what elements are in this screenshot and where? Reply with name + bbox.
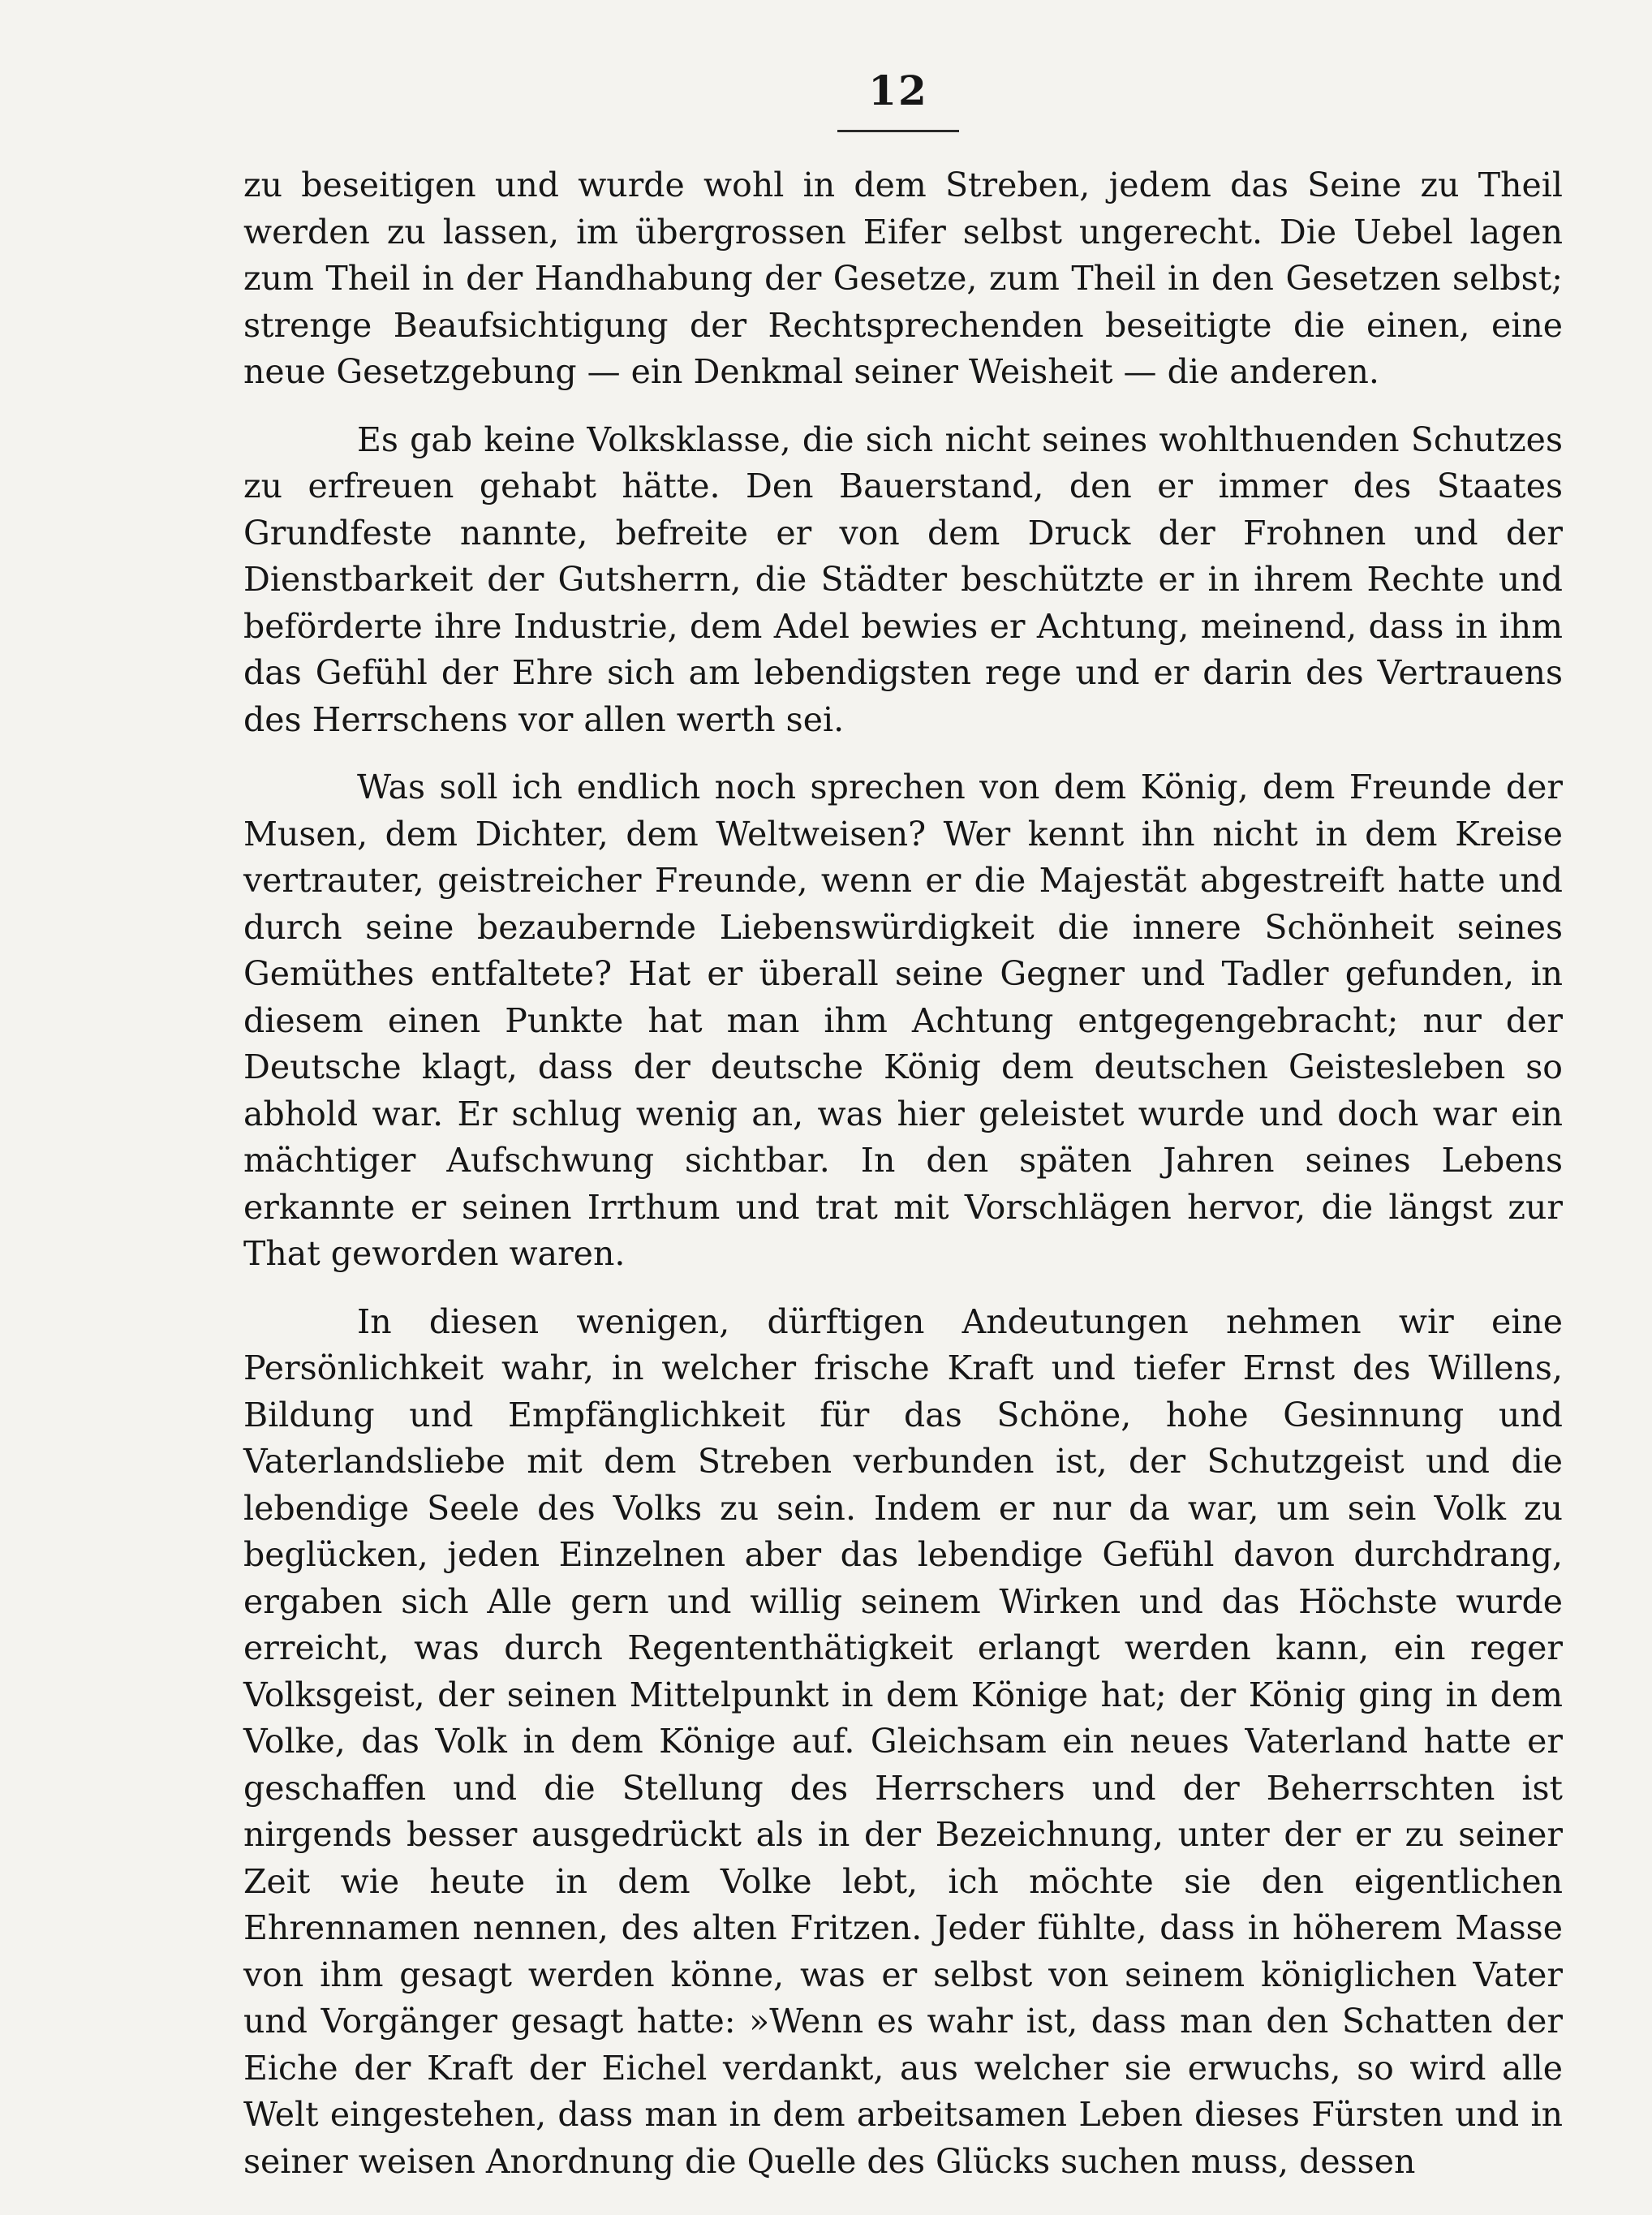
paragraph-4: In diesen wenigen, dürftigen Andeutungen nehmen wir eine Persönlichkeit wahr, in welcher frische Kraft und tiefer Ernst des Willens, Bildung und Empfänglichkeit für das Schöne, hohe Gesinnung und Vaterlandsliebe mit dem Streben verbunden ist, der Schutzgeist und die lebendige Seele des Volks zu sein. Indem er nur da war, um sein Volk zu beglücken, jeden Einzelnen aber das lebendige Gefühl davon durchdrang, ergaben sich Alle gern und willig seinem Wirken und das Höchste wurde erreicht, was durch Regententhätigkeit erlangt werden kann, ein reger Volksgeist, der seinen Mittelpunkt in dem Könige hat; der König ging in dem Volke, das Volk in dem Könige auf. Gleichsam ein neues Vaterland hatte er geschaffen und die Stellung des Herrschers und der Beherrschten ist nirgends besser ausgedrückt als in der Bezeichnung, unter der er zu seiner Zeit wie heute in dem Volke lebt, ich möchte sie den eigentlichen Ehrennamen nennen, des alten Fritzen. Jeder fühlte, dass in höherem Masse von ihm gesagt werden könne, was er selbst von seinem königlichen Vater und Vorgänger gesagt hatte: »Wenn es wahr ist, dass man den Schatten der Eiche der Kraft der Eichel verdankt, aus welcher sie erwuchs, so wird alle Welt eingestehen, dass man in dem arbeitsamen Leben dieses Fürsten und in seiner weisen Anordnung die Quelle des Glücks suchen muss, dessen <box>243 1301 1563 2181</box>
paragraph-2: Es gab keine Volksklasse, die sich nicht seines wohlthuenden Schutzes zu erfreuen gehabt hätte. Den Bauerstand, den er immer des Staates Grundfeste nannte, befreite er von dem Druck der Frohnen und der Dienstbarkeit der Gutsherrn, die Städter beschützte er in ihrem Rechte und beförderte ihre Industrie, dem Adel bewies er Achtung, meinend, dass in ihm das Gefühl der Ehre sich am lebendigsten rege und er darin des Vertrauens des Herrschens vor allen werth sei. <box>243 419 1563 739</box>
paragraph-3: Was soll ich endlich noch sprechen von dem König, dem Freunde der Musen, dem Dichter, dem Weltweisen? Wer kennt ihn nicht in dem Kreise vertrauter, geistreicher Freunde, wenn er die Majestät abgestreift hatte und durch seine bezaubernde Liebenswürdigkeit die innere Schönheit seines Gemüthes entfaltete? Hat er überall seine Gegner und Tadler gefunden, in diesem einen Punkte hat man ihm Achtung entgegengebracht; nur der Deutsche klagt, dass der deutsche König dem deutschen Geistesleben so abhold war. Er schlug wenig an, was hier geleistet wurde und doch war ein mächtiger Aufschwung sichtbar. In den späten Jahren seines Lebens erkannte er seinen Irrthum und trat mit Vorschlägen hervor, die längst zur That geworden waren. <box>243 768 1563 1273</box>
paragraph-1: zu beseitigen und wurde wohl in dem Streben, jedem das Seine zu Theil werden zu lassen, im übergrossen Eifer selbst ungerecht. Die Uebel lagen zum Theil in der Handhabung der Gesetze, zum Theil in den Gesetzen selbst; strenge Beaufsichtigung der Rechtsprechenden beseitigte die einen, eine neue Gesetzgebung — ein Denkmal seiner Weisheit — die anderen. <box>243 166 1563 391</box>
body-text <box>243 162 1563 2206</box>
page-number-rule <box>837 130 959 132</box>
page-number: 12 <box>868 67 928 114</box>
